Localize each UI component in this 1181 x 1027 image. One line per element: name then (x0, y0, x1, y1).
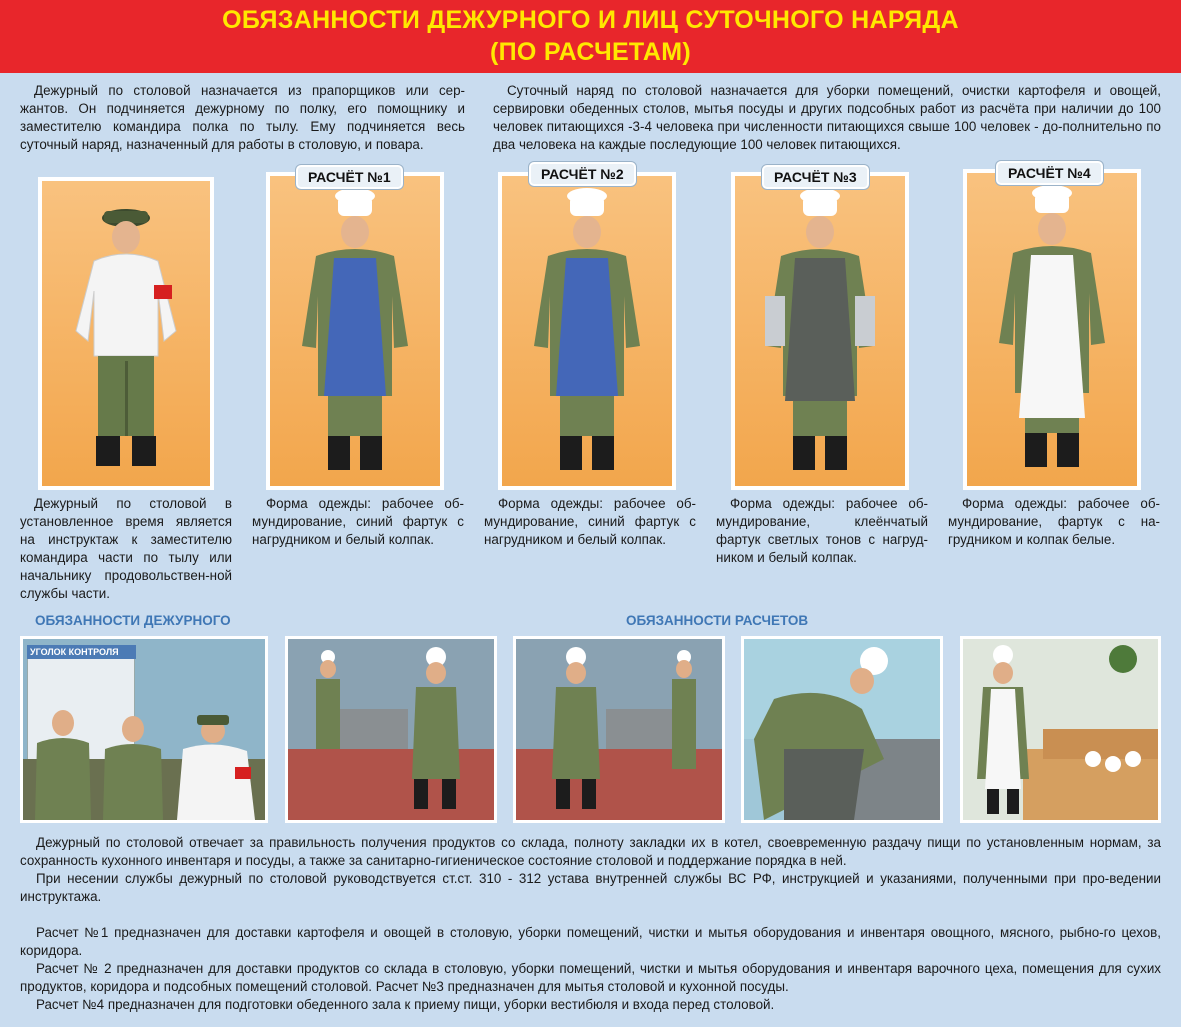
control-corner-sign: УГОЛОК КОНТРОЛЯ (27, 645, 136, 659)
section-title-crews: ОБЯЗАННОСТИ РАСЧЕТОВ (626, 613, 809, 628)
badge-crew-2: РАСЧЁТ №2 (529, 162, 636, 186)
photo-dining-hall (960, 636, 1161, 823)
soldiers-scene-icon (23, 639, 265, 820)
crew-carry-icon (288, 639, 494, 820)
card-crew-4 (963, 169, 1141, 490)
page-title-line2: (ПО РАСЧЕТАМ) (489, 38, 692, 66)
card-crew-3 (731, 172, 909, 490)
card-crew-1 (266, 172, 444, 490)
apron-gray-icon (735, 176, 905, 486)
page-header (0, 0, 1181, 73)
apron-blue-icon (502, 176, 672, 486)
caption-crew-3: Форма одежды: рабочее об-мундирование, клеёнчатый фартук светлых тонов с нагруд-ником и белый колпак. (716, 496, 928, 565)
bottom-paragraph-1: Дежурный по столовой отвечает за правильность получения продуктов со склада, полноту закладки их в котел, своевременную раздачу пищи по установленным нормам, за сохранность кухонного инвентаря и посуды, а также за санитарно-гигиеническое состояние столовой и поддержание порядка в ней. (20, 835, 1161, 868)
bottom-paragraph-2: При несении службы дежурный по столовой руководствуется ст.ст. 310 - 312 устава внутренней службы ВС РФ, инструкцией и указаниями, полученными при про-ведении инструктажа. (20, 871, 1161, 904)
bottom-paragraph-4: Расчет № 2 предназначен для доставки продуктов со склада в столовую, уборки помещений, чистки и мытья оборудования и инвентаря варочного цеха, помещения для сухих продуктов, коридора и подсобных помещений столовой. Расчет №3 предназначен для мытья столовой и кухонной посуды. (20, 961, 1161, 994)
photo-crew-carry-2 (513, 636, 725, 823)
intro-daily-detail: Суточный наряд по столовой назначается для уборки помещений, очистки картофеля и овощей, сервировки обеденных столов, мытья посуды и других подсобных работ из расчёта при наличии до 100 человек питающихся -3-4 человека при численности питающихся свыше 100 человек - до-полнительно по два человека на каждые последующие 100 человек питающихся. (493, 83, 1161, 152)
apron-white-icon (967, 173, 1137, 486)
bottom-paragraph-5: Расчет №4 предназначен для подготовки обеденного зала к приему пищи, уборки вестибюля и входа перед столовой. (36, 997, 775, 1012)
apron-blue-icon (270, 176, 440, 486)
card-duty-officer (38, 177, 214, 490)
caption-crew-4: Форма одежды: рабочее об-мундирование, фартук с на-грудником и колпак белые. (948, 496, 1160, 547)
badge-crew-3: РАСЧЁТ №3 (762, 165, 869, 189)
bottom-paragraph-3: Расчет №1 предназначен для доставки картофеля и овощей в столовую, уборки помещений, чистки и мытья оборудования и инвентаря овощного, мясного, рыбно-го цехов, коридора. (20, 925, 1161, 958)
card-crew-2 (498, 172, 676, 490)
photo-dishwashing (741, 636, 943, 823)
intro-duty-officer: Дежурный по столовой назначается из прапорщиков или сер-жантов. Он подчиняется дежурному по полку, его помощнику и заместителю командира полка по тылу. Ему подчиняется весь суточный наряд, назначенный для работы в столовую, и повара. (20, 83, 465, 152)
badge-crew-4: РАСЧЁТ №4 (996, 161, 1103, 185)
caption-crew-2: Форма одежды: рабочее об-мундирование, синий фартук с нагрудником и белый колпак. (484, 496, 696, 547)
soldier-figure-icon (42, 181, 210, 486)
badge-crew-1: РАСЧЁТ №1 (296, 165, 403, 189)
crew-carry-icon (516, 639, 722, 820)
photo-instruction (20, 636, 268, 823)
caption-crew-1: Форма одежды: рабочее об-мундирование, синий фартук с нагрудником и белый колпак. (252, 496, 464, 547)
section-title-duty: ОБЯЗАННОСТИ ДЕЖУРНОГО (35, 613, 231, 628)
bottom-text (20, 834, 1161, 1014)
dishwashing-icon (744, 639, 940, 820)
dining-hall-icon (963, 639, 1158, 820)
page-title-line1: ОБЯЗАННОСТИ ДЕЖУРНОГО И ЛИЦ СУТОЧНОГО НАРЯДА (222, 6, 959, 34)
caption-duty-officer: Дежурный по столовой в установленное время является на инструктаж к заместителю командира части по тылу или начальнику продовольствен-ной службы части. (20, 496, 232, 601)
photo-crew-carry-1 (285, 636, 497, 823)
